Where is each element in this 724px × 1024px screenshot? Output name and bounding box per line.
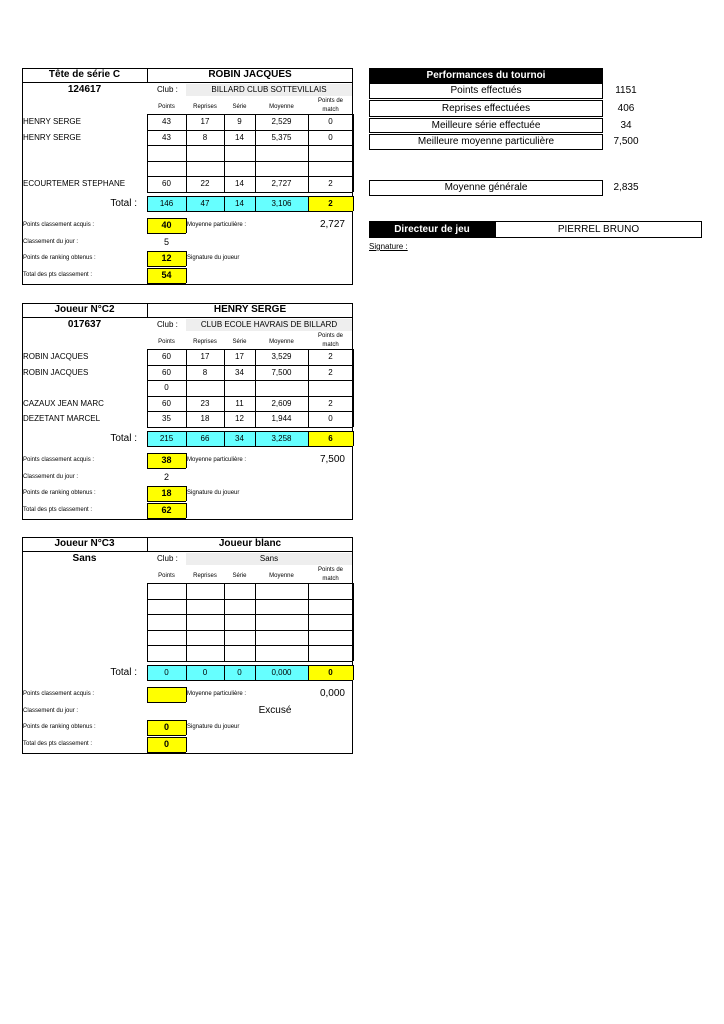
- cell-reprises: 22: [200, 179, 210, 188]
- col-line: [224, 196, 225, 211]
- cell-line: [186, 737, 187, 752]
- club-name: BILLARD CLUB SOTTEVILLAIS: [211, 85, 327, 94]
- total-moyenne: 3,258: [271, 434, 292, 443]
- player-role: Tête de série C: [48, 69, 121, 80]
- col-header-moyenne: Moyenne: [269, 104, 294, 110]
- col-header-reprises: Reprises: [193, 104, 217, 110]
- cell-pm: [308, 630, 353, 646]
- total-serie: 0: [237, 668, 242, 677]
- cell-pm: 0: [328, 117, 333, 126]
- cell-serie: 14: [235, 133, 244, 142]
- cell-serie: [224, 645, 255, 661]
- col-line: [308, 665, 309, 680]
- performances-title: Performances du tournoi: [426, 70, 546, 81]
- club-label: Club :: [157, 320, 178, 329]
- player-name: Joueur blanc: [218, 538, 282, 549]
- cell-pm: 2: [328, 179, 333, 188]
- col-header-serie: Série: [232, 339, 247, 345]
- cell-reprises: [186, 599, 224, 615]
- moyenne-particuliere-value: 2,727: [319, 219, 345, 230]
- cell-serie: 17: [235, 352, 244, 361]
- cell-pm: [308, 583, 353, 599]
- cell-serie: 34: [235, 368, 244, 377]
- cell-serie: [224, 145, 255, 161]
- classement-jour-value: 5: [163, 237, 169, 247]
- col-line: [255, 665, 256, 680]
- cell-moyenne: [255, 645, 308, 661]
- cell-points: [147, 630, 186, 646]
- cell-reprises: [186, 630, 224, 646]
- points-classement-label: Points classement acquis :: [23, 222, 95, 228]
- moyenne-particuliere-label: Moyenne particulière :: [187, 457, 247, 463]
- opponent-name: ROBIN JACQUES: [23, 352, 89, 361]
- points-ranking-label: Points de ranking obtenus :: [23, 724, 96, 730]
- points-classement-value: 40: [161, 220, 172, 230]
- player-license: 124617: [67, 84, 102, 95]
- row-line: [147, 661, 353, 662]
- cell-pm: [308, 145, 353, 161]
- performance-value: 34: [620, 120, 632, 131]
- cell-pm: 0: [328, 133, 333, 142]
- row-line: [147, 427, 353, 428]
- cell-points: 60: [162, 368, 171, 377]
- cell-moyenne: [255, 630, 308, 646]
- col-header-points-match-2: match: [322, 576, 339, 582]
- signature-joueur-label: Signature du joueur: [187, 724, 240, 730]
- moyenne-particuliere-value: 7,500: [319, 454, 345, 465]
- total-pm: 2: [328, 199, 333, 208]
- col-header-moyenne: Moyenne: [269, 339, 294, 345]
- cell-reprises: 17: [200, 117, 210, 126]
- player-name: HENRY SERGE: [213, 304, 287, 315]
- total-pts-label: Total des pts classement :: [23, 507, 93, 513]
- cell-reprises: [186, 145, 224, 161]
- cell-reprises: 8: [202, 368, 208, 377]
- col-header-reprises: Reprises: [193, 573, 217, 579]
- performance-value: 7,500: [613, 136, 639, 147]
- cell-reprises: [186, 645, 224, 661]
- classement-jour-label: Classement du jour :: [23, 474, 79, 480]
- total-line: [147, 665, 353, 666]
- col-header-points-match: Points de: [317, 333, 344, 339]
- player-name: ROBIN JACQUES: [208, 69, 292, 80]
- col-line: [186, 665, 187, 680]
- moyenne-generale-label: Moyenne générale: [444, 182, 528, 193]
- performance-label: Meilleure série effectuée: [431, 120, 541, 131]
- player-license: 017637: [67, 319, 102, 330]
- total-pts-label: Total des pts classement :: [23, 741, 93, 747]
- cell-moyenne: 5,375: [271, 133, 292, 142]
- total-line: [147, 196, 353, 197]
- cell-serie: [224, 583, 255, 599]
- cell-points: 60: [162, 179, 171, 188]
- cell-reprises: 18: [200, 414, 210, 423]
- directeur-signature: Signature :: [369, 242, 408, 251]
- opponent-name: [23, 630, 146, 646]
- col-line: [255, 431, 256, 446]
- performance-value: 1151: [615, 85, 637, 96]
- total-serie: 34: [235, 434, 244, 443]
- opponent-name: [23, 599, 146, 615]
- total-reprises: 47: [200, 199, 210, 208]
- performance-value: 406: [617, 103, 635, 114]
- cell-moyenne: 2,609: [271, 399, 292, 408]
- points-ranking-value: 18: [161, 488, 172, 498]
- cell-moyenne: 1,944: [271, 414, 292, 423]
- col-line: [308, 196, 309, 211]
- cell-points: [147, 614, 186, 630]
- total-points: 146: [159, 199, 174, 208]
- col-header-points-match: Points de: [317, 98, 344, 104]
- total-line: [147, 211, 353, 212]
- cell-pm: [308, 614, 353, 630]
- points-ranking-label: Points de ranking obtenus :: [23, 255, 96, 261]
- col-line: [353, 431, 354, 446]
- cell-serie: [224, 161, 255, 177]
- cell-moyenne: 7,500: [271, 368, 292, 377]
- moyenne-particuliere-label: Moyenne particulière :: [187, 222, 247, 228]
- cell-points: [147, 583, 186, 599]
- total-pts-label: Total des pts classement :: [23, 272, 93, 278]
- signature-joueur-label: Signature du joueur: [187, 490, 240, 496]
- cell-pm: [308, 161, 353, 177]
- col-header-points: Points: [158, 339, 175, 345]
- cell-moyenne: [255, 161, 308, 177]
- total-pm: 0: [328, 668, 333, 677]
- opponent-name: CAZAUX JEAN MARC: [23, 399, 104, 408]
- row-line: [147, 192, 353, 193]
- cell-serie: 11: [235, 399, 244, 408]
- directeur-name: PIERREL BRUNO: [557, 224, 640, 235]
- cell-moyenne: [255, 380, 308, 396]
- total-points: 215: [159, 434, 174, 443]
- club-label: Club :: [157, 85, 178, 94]
- cell-pm: 2: [328, 399, 333, 408]
- cell-serie: 12: [235, 414, 244, 423]
- club-name: CLUB ECOLE HAVRAIS DE BILLARD: [200, 320, 338, 329]
- moyenne-generale-value: 2,835: [613, 182, 639, 193]
- col-line: [147, 665, 148, 680]
- total-serie: 14: [235, 199, 244, 208]
- opponent-name: HENRY SERGE: [23, 117, 81, 126]
- cell-pm: [308, 380, 353, 396]
- total-moyenne: 0,000: [271, 668, 292, 677]
- cell-points: 60: [162, 399, 171, 408]
- classement-jour-value: 2: [163, 472, 169, 482]
- col-line: [353, 114, 354, 192]
- cell-reprises: [186, 161, 224, 177]
- cell-pm: 0: [328, 414, 333, 423]
- col-line: [353, 349, 354, 427]
- moyenne-particuliere-label: Moyenne particulière :: [187, 691, 247, 697]
- cell-reprises: [186, 583, 224, 599]
- col-header-serie: Série: [232, 573, 247, 579]
- col-header-points-match-2: match: [322, 107, 339, 113]
- player-license: Sans: [72, 553, 97, 564]
- cell-reprises: 17: [200, 352, 210, 361]
- classement-note: [240, 234, 310, 251]
- cell-points: [147, 599, 186, 615]
- classement-jour-value: [147, 703, 186, 720]
- total-points: 0: [164, 668, 169, 677]
- col-header-moyenne: Moyenne: [269, 573, 294, 579]
- total-pm: 6: [328, 434, 333, 443]
- cell-moyenne: [255, 599, 308, 615]
- points-classement-label: Points classement acquis :: [23, 457, 95, 463]
- col-line: [147, 196, 148, 211]
- cell-pm: 2: [328, 368, 333, 377]
- total-moyenne: 3,106: [271, 199, 292, 208]
- opponent-name: HENRY SERGE: [23, 133, 81, 142]
- cell-moyenne: 2,529: [271, 117, 292, 126]
- cell-reprises: [186, 380, 224, 396]
- col-header-points-match: Points de: [317, 567, 344, 573]
- moyenne-particuliere-value: 0,000: [319, 688, 345, 699]
- cell-reprises: [186, 614, 224, 630]
- points-ranking-label: Points de ranking obtenus :: [23, 490, 96, 496]
- total-line: [147, 431, 353, 432]
- opponent-name: [23, 645, 146, 661]
- performance-label: Points effectués: [450, 85, 522, 96]
- cell-serie: 9: [237, 117, 242, 126]
- opponent-name: ECOURTEMER STEPHANE: [23, 179, 126, 188]
- signature-joueur-label: Signature du joueur: [187, 255, 240, 261]
- club-name: Sans: [259, 554, 279, 563]
- total-line: [147, 446, 353, 447]
- opponent-name: [23, 145, 146, 161]
- cell-points: 35: [162, 414, 171, 423]
- cell-pm: [308, 645, 353, 661]
- cell-moyenne: [255, 145, 308, 161]
- cell-moyenne: [255, 583, 308, 599]
- opponent-name: [23, 583, 146, 599]
- cell-serie: [224, 599, 255, 615]
- club-label: Club :: [157, 554, 178, 563]
- col-header-points-match-2: match: [322, 342, 339, 348]
- opponent-name: [23, 614, 146, 630]
- points-classement-label: Points classement acquis :: [23, 691, 95, 697]
- classement-note: [240, 469, 310, 486]
- cell-reprises: 8: [202, 133, 208, 142]
- opponent-name: [23, 380, 146, 396]
- total-label: Total :: [110, 198, 137, 209]
- col-line: [353, 583, 354, 661]
- col-line: [255, 196, 256, 211]
- opponent-name: DEZETANT MARCEL: [23, 414, 101, 423]
- total-pts-value: 54: [161, 270, 172, 280]
- player-role: Joueur N°C2: [54, 304, 115, 315]
- col-line: [147, 431, 148, 446]
- performance-label: Meilleure moyenne particulière: [417, 136, 555, 147]
- cell-points: 0: [164, 383, 169, 392]
- cell-points: [147, 161, 186, 177]
- points-ranking-value: 12: [161, 253, 172, 263]
- cell-pm: 2: [328, 352, 333, 361]
- opponent-name: [23, 161, 146, 177]
- col-header-points: Points: [158, 104, 175, 110]
- total-pts-value: 62: [161, 505, 172, 515]
- classement-jour-label: Classement du jour :: [23, 239, 79, 245]
- cell-points: [147, 645, 186, 661]
- cell-serie: 14: [235, 179, 244, 188]
- cell-serie: [224, 614, 255, 630]
- classement-note: Excusé: [258, 705, 292, 716]
- cell-serie: [224, 380, 255, 396]
- col-line: [186, 431, 187, 446]
- points-classement-value: 38: [161, 455, 172, 465]
- performance-label: Reprises effectuées: [441, 103, 531, 114]
- classement-jour-label: Classement du jour :: [23, 708, 79, 714]
- total-reprises: 0: [202, 668, 208, 677]
- points-ranking-value: 0: [163, 722, 169, 732]
- directeur-label: Directeur de jeu: [394, 224, 470, 235]
- cell-serie: [224, 630, 255, 646]
- total-label: Total :: [110, 667, 137, 678]
- cell-points: 43: [162, 133, 171, 142]
- col-line: [308, 431, 309, 446]
- cell-pm: [308, 599, 353, 615]
- total-label: Total :: [110, 433, 137, 444]
- opponent-name: ROBIN JACQUES: [23, 368, 89, 377]
- cell-points: [147, 145, 186, 161]
- col-line: [353, 196, 354, 211]
- col-line: [353, 665, 354, 680]
- col-header-serie: Série: [232, 104, 247, 110]
- player-role: Joueur N°C3: [54, 538, 115, 549]
- total-pts-value: 0: [163, 739, 169, 749]
- col-header-reprises: Reprises: [193, 339, 217, 345]
- cell-reprises: 23: [200, 399, 210, 408]
- cell-moyenne: 3,529: [271, 352, 292, 361]
- cell-line: [186, 268, 187, 283]
- cell-moyenne: 2,727: [271, 179, 292, 188]
- points-classement-value: [147, 686, 186, 703]
- total-reprises: 66: [200, 434, 210, 443]
- col-line: [186, 196, 187, 211]
- col-line: [224, 431, 225, 446]
- cell-line: [186, 503, 187, 518]
- col-header-points: Points: [158, 573, 175, 579]
- total-line: [147, 680, 353, 681]
- cell-points: 43: [162, 117, 171, 126]
- col-line: [224, 665, 225, 680]
- cell-points: 60: [162, 352, 171, 361]
- cell-moyenne: [255, 614, 308, 630]
